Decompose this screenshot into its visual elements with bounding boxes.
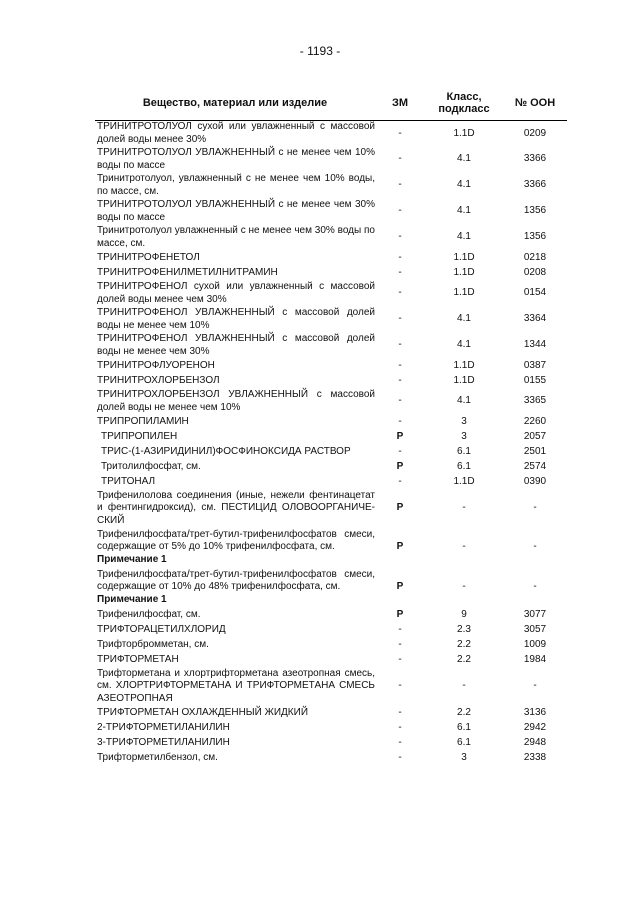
oon-cell: 1984 (523, 653, 547, 665)
table-row (95, 528, 567, 568)
table-row (95, 445, 567, 460)
table-row (95, 623, 567, 638)
substance-name (95, 668, 375, 706)
oon-cell: 0154 (523, 287, 547, 299)
substance-name (95, 307, 375, 333)
zm-cell: - (398, 251, 402, 263)
header-class: Класс, подкласс (425, 86, 503, 121)
class-cell: - (462, 581, 466, 593)
table-row (95, 225, 567, 251)
oon-cell: 0155 (523, 374, 547, 386)
zm-cell: - (398, 653, 402, 665)
zm-cell: - (398, 231, 402, 243)
class-cell: 4.1 (457, 231, 471, 243)
class-cell: 1.1D (453, 374, 475, 386)
substance-name (95, 638, 375, 653)
substance-name (95, 623, 375, 638)
table-row (95, 415, 567, 430)
oon-cell: 1009 (523, 638, 547, 650)
substance-name-text: Тритолилфосфат, см. (101, 460, 201, 472)
oon-cell: - (533, 502, 537, 514)
substance-name-text: ТРИНИТРОХЛОРБЕНЗОЛ УВЛАЖНЕННЫЙ с массовой долей воды не менее чем 10% (97, 389, 375, 413)
zm-cell: - (398, 706, 402, 718)
zm-cell: - (398, 680, 402, 692)
oon-cell: 3364 (523, 313, 547, 325)
class-cell: 3 (461, 751, 467, 763)
oon-cell: 3077 (523, 608, 547, 620)
table-row (95, 281, 567, 307)
oon-cell: 2942 (523, 721, 547, 733)
substance-name-text: Трифторметана и хлортрифторметана азеотропная смесь, см. ХЛОРТРИФТОРМЕТАНА И ТРИФТОРМЕТАНА СМЕСЬ АЗЕОТРОПНАЯ (97, 667, 375, 704)
table-row (95, 121, 567, 147)
zm-cell: - (398, 359, 402, 371)
substance-name-text: ТРИТОНАЛ (101, 475, 156, 487)
zm-cell: - (398, 445, 402, 457)
substance-name-text: Тринитротолуол, увлажненный с не менее чем 10% воды, по массе, см. (97, 173, 375, 197)
substance-name-text: ТРИПРОПИЛАМИН (97, 415, 189, 427)
substance-name (95, 460, 375, 475)
substance-name (95, 568, 375, 608)
substance-name-text: ТРИПРОПИЛЕН (101, 430, 178, 442)
oon-cell: 1344 (523, 339, 547, 351)
substance-name (95, 653, 375, 668)
class-cell: 4.1 (457, 179, 471, 191)
note-label: Примечание 1 (97, 593, 167, 605)
class-cell: 1.1D (453, 287, 475, 299)
oon-cell: 2260 (523, 415, 547, 427)
table-row (95, 608, 567, 623)
table-body (95, 121, 567, 766)
substance-name-text: ТРИФТОРМЕТАН (97, 653, 179, 665)
zm-cell: - (398, 623, 402, 635)
substance-name (95, 706, 375, 721)
substance-name (95, 475, 375, 490)
table-row (95, 147, 567, 173)
substance-name (95, 430, 375, 445)
table-row (95, 638, 567, 653)
oon-cell: - (533, 581, 537, 593)
substance-name-text: ТРИНИТРОФЕНОЛ УВЛАЖНЕННЫЙ с массовой долей воды не менее чем 30% (97, 333, 375, 357)
oon-cell: 2948 (523, 736, 547, 748)
class-cell: 9 (461, 608, 467, 620)
oon-cell: 1356 (523, 231, 547, 243)
oon-cell: 0208 (523, 266, 547, 278)
zm-cell: - (398, 205, 402, 217)
zm-cell: Р (396, 430, 404, 442)
zm-cell: - (398, 287, 402, 299)
table-row (95, 333, 567, 359)
table-row (95, 568, 567, 608)
substance-name (95, 608, 375, 623)
oon-cell: 2501 (523, 445, 547, 457)
substances-table (95, 86, 567, 766)
oon-cell: 3365 (523, 395, 547, 407)
zm-cell: - (398, 374, 402, 386)
substance-name-text: Тринитротолуол увлажненный с не менее чем 30% воды по массе, см. (97, 225, 375, 249)
substance-name (95, 147, 375, 173)
class-cell: - (462, 680, 466, 692)
zm-cell: - (398, 127, 402, 139)
table-row (95, 266, 567, 281)
substance-name (95, 721, 375, 736)
class-cell: 4.1 (457, 205, 471, 217)
table-row (95, 389, 567, 415)
table-row (95, 307, 567, 333)
oon-cell: - (533, 680, 537, 692)
substance-name (95, 374, 375, 389)
table-row (95, 359, 567, 374)
substance-name-text: ТРИНИТРОФЕНИЛМЕТИЛНИТРАМИН (97, 266, 278, 278)
oon-cell: 3366 (523, 153, 547, 165)
class-cell: 4.1 (457, 339, 471, 351)
class-cell: 1.1D (453, 127, 475, 139)
substance-name (95, 225, 375, 251)
zm-cell: - (398, 475, 402, 487)
class-cell: - (462, 541, 466, 553)
zm-cell: - (398, 153, 402, 165)
header-oon: № ООН (503, 86, 567, 121)
oon-cell: 3366 (523, 179, 547, 191)
substance-name (95, 445, 375, 460)
table-row (95, 668, 567, 706)
substance-name (95, 389, 375, 415)
class-cell: 1.1D (453, 359, 475, 371)
table-row (95, 475, 567, 490)
oon-cell: 2338 (523, 751, 547, 763)
substance-name (95, 359, 375, 374)
substance-name-text: ТРИФТОРАЦЕТИЛХЛОРИД (97, 623, 226, 635)
oon-cell: 1356 (523, 205, 547, 217)
table-row (95, 751, 567, 766)
substance-name (95, 415, 375, 430)
table-row (95, 251, 567, 266)
class-cell: 3 (461, 430, 467, 442)
zm-cell: Р (396, 502, 404, 514)
table-row (95, 374, 567, 389)
class-cell: 6.1 (457, 460, 471, 472)
table-row (95, 173, 567, 199)
oon-cell: - (533, 541, 537, 553)
substance-name-text: ТРИНИТРОТОЛУОЛ УВЛАЖНЕННЫЙ с не менее чем 30% воды по массе (97, 199, 375, 223)
zm-cell: - (398, 736, 402, 748)
substance-name-text: ТРИНИТРОФЛУОРЕНОН (97, 359, 215, 371)
substance-name (95, 490, 375, 528)
substance-name-text: ТРИНИТРОТОЛУОЛ УВЛАЖНЕННЫЙ с не менее чем 10% воды по массе (97, 147, 375, 171)
class-cell: 2.3 (457, 623, 471, 635)
table-row (95, 430, 567, 445)
class-cell: 4.1 (457, 395, 471, 407)
substance-name-text: Трифторметилбензол, см. (97, 751, 218, 763)
substance-name-text: ТРИНИТРОФЕНОЛ сухой или увлажненный с массовой долей воды менее чем 30% (97, 281, 375, 305)
oon-cell: 0390 (523, 475, 547, 487)
zm-cell: - (398, 415, 402, 427)
substance-name-text: ТРИНИТРОФЕНОЛ УВЛАЖНЕННЫЙ с массовой долей воды не менее чем 10% (97, 307, 375, 331)
substance-name-text: 3-ТРИФТОРМЕТИЛАНИЛИН (97, 736, 230, 748)
zm-cell: - (398, 638, 402, 650)
substance-name (95, 266, 375, 281)
table-row (95, 736, 567, 751)
table-row (95, 653, 567, 668)
table-row (95, 490, 567, 528)
substance-name (95, 528, 375, 568)
zm-cell: - (398, 751, 402, 763)
substance-name (95, 281, 375, 307)
page-number: - 1193 - (299, 44, 341, 58)
zm-cell: - (398, 313, 402, 325)
substance-name-text: ТРИФТОРМЕТАН ОХЛАЖДЕННЫЙ ЖИДКИЙ (97, 706, 309, 718)
class-cell: 2.2 (457, 638, 471, 650)
class-cell: - (462, 502, 466, 514)
substance-name-text: Трифенилфосфата/трет-бутил-трифенилфосфатов смеси, содержащие от 5% до 10% трифенилфосфата, см. (97, 528, 375, 553)
oon-cell: 2574 (523, 460, 547, 472)
class-cell: 1.1D (453, 475, 475, 487)
substance-name-text: Трифенилолова соединения (иные, нежели фентинацетат и фентингидроксид), см. ПЕСТИЦИД ОЛОВООРГАНИЧЕ-СКИЙ (97, 489, 375, 526)
substance-name-text: 2-ТРИФТОРМЕТИЛАНИЛИН (97, 721, 230, 733)
substance-name-text: ТРИНИТРОФЕНЕТОЛ (97, 251, 200, 263)
zm-cell: Р (396, 460, 404, 472)
zm-cell: Р (396, 608, 404, 620)
class-cell: 4.1 (457, 313, 471, 325)
table-row (95, 199, 567, 225)
zm-cell: Р (396, 541, 404, 553)
zm-cell: Р (396, 581, 404, 593)
zm-cell: - (398, 721, 402, 733)
class-cell: 6.1 (457, 445, 471, 457)
substance-name (95, 736, 375, 751)
substance-name (95, 121, 375, 147)
substance-name-text: Трифторбромметан, см. (97, 638, 209, 650)
class-cell: 2.2 (457, 706, 471, 718)
table-row (95, 706, 567, 721)
substance-name (95, 251, 375, 266)
class-cell: 1.1D (453, 266, 475, 278)
table-row (95, 721, 567, 736)
header-name: Вещество, материал или изделие (95, 86, 375, 121)
zm-cell: - (398, 395, 402, 407)
zm-cell: - (398, 266, 402, 278)
class-cell: 2.2 (457, 653, 471, 665)
oon-cell: 0218 (523, 251, 547, 263)
oon-cell: 0387 (523, 359, 547, 371)
substance-name (95, 751, 375, 766)
substance-name (95, 333, 375, 359)
class-cell: 3 (461, 415, 467, 427)
class-cell: 1.1D (453, 251, 475, 263)
oon-cell: 3057 (523, 623, 547, 635)
class-cell: 6.1 (457, 721, 471, 733)
substance-name-text: Трифенилфосфат, см. (97, 608, 201, 620)
class-cell: 6.1 (457, 736, 471, 748)
oon-cell: 0209 (523, 127, 547, 139)
substance-name-text: ТРИНИТРОХЛОРБЕНЗОЛ (97, 374, 220, 386)
note-label: Примечание 1 (97, 553, 167, 565)
header-zm: ЗМ (375, 86, 425, 121)
substance-name (95, 173, 375, 199)
substance-name-text: ТРИС-(1-АЗИРИДИНИЛ)ФОСФИНОКСИДА РАСТВОР (101, 445, 351, 457)
zm-cell: - (398, 179, 402, 191)
oon-cell: 3136 (523, 706, 547, 718)
oon-cell: 2057 (523, 430, 547, 442)
table-header-row (95, 86, 567, 121)
substance-name-text: Трифенилфосфата/трет-бутил-трифенилфосфатов смеси, содержащие от 10% до 48% трифенилфосфата, см. (97, 568, 375, 593)
table-row (95, 460, 567, 475)
substance-name (95, 199, 375, 225)
zm-cell: - (398, 339, 402, 351)
substance-name-text: ТРИНИТРОТОЛУОЛ сухой или увлажненный с массовой долей воды менее 30% (97, 121, 375, 145)
class-cell: 4.1 (457, 153, 471, 165)
